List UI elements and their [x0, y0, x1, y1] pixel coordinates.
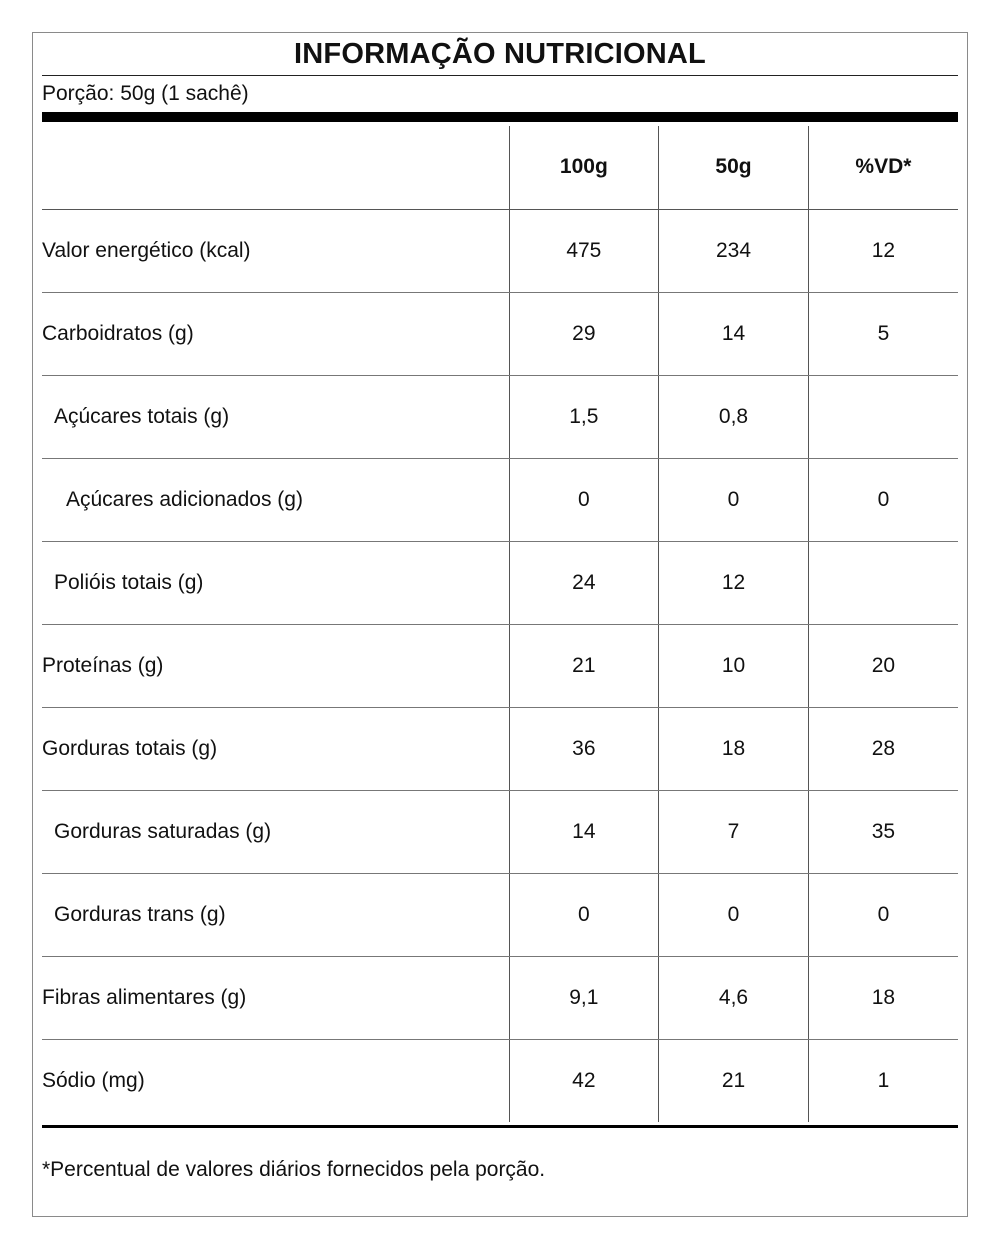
header-nutrient — [42, 126, 509, 209]
value-100g: 29 — [509, 292, 659, 375]
value-50g: 10 — [659, 624, 809, 707]
value-50g: 0 — [659, 458, 809, 541]
value-vd: 18 — [808, 956, 958, 1039]
nutrient-name: Polióis totais (g) — [42, 541, 509, 624]
value-50g: 0 — [659, 873, 809, 956]
value-100g: 14 — [509, 790, 659, 873]
value-100g: 24 — [509, 541, 659, 624]
value-50g: 7 — [659, 790, 809, 873]
thick-divider — [42, 112, 958, 122]
value-100g: 36 — [509, 707, 659, 790]
value-50g: 0,8 — [659, 375, 809, 458]
table-row — [42, 624, 958, 707]
value-vd: 20 — [808, 624, 958, 707]
table-title: INFORMAÇÃO NUTRICIONAL — [294, 38, 706, 70]
title-divider — [42, 75, 958, 76]
value-vd: 0 — [808, 458, 958, 541]
nutrient-name: Carboidratos (g) — [42, 292, 509, 375]
table-row — [42, 209, 958, 292]
nutrient-name: Açúcares adicionados (g) — [42, 458, 509, 541]
nutrient-name: Proteínas (g) — [42, 624, 509, 707]
header-vd: %VD* — [808, 126, 958, 209]
value-vd: 12 — [808, 209, 958, 292]
nutrient-name: Açúcares totais (g) — [42, 375, 509, 458]
nutrient-name: Valor energético (kcal) — [42, 209, 509, 292]
value-50g: 18 — [659, 707, 809, 790]
value-vd: 0 — [808, 873, 958, 956]
value-vd: 35 — [808, 790, 958, 873]
nutrient-name: Gorduras totais (g) — [42, 707, 509, 790]
value-100g: 0 — [509, 873, 659, 956]
footnote: *Percentual de valores diários fornecidos pela porção. — [42, 1158, 546, 1181]
header-100g: 100g — [509, 126, 659, 209]
nutrient-name: Gorduras saturadas (g) — [42, 790, 509, 873]
table-row — [42, 1039, 958, 1122]
value-vd — [808, 375, 958, 458]
value-100g: 475 — [509, 209, 659, 292]
value-vd — [808, 541, 958, 624]
value-100g: 42 — [509, 1039, 659, 1122]
value-50g: 4,6 — [659, 956, 809, 1039]
header-50g: 50g — [659, 126, 809, 209]
value-100g: 0 — [509, 458, 659, 541]
value-100g: 1,5 — [509, 375, 659, 458]
value-100g: 21 — [509, 624, 659, 707]
value-vd: 5 — [808, 292, 958, 375]
value-vd: 28 — [808, 707, 958, 790]
value-50g: 14 — [659, 292, 809, 375]
nutrition-table — [42, 126, 958, 1122]
table-row — [42, 956, 958, 1039]
nutrient-name: Fibras alimentares (g) — [42, 956, 509, 1039]
value-vd: 1 — [808, 1039, 958, 1122]
table-row — [42, 292, 958, 375]
table-row — [42, 375, 958, 458]
table-row — [42, 541, 958, 624]
table-row — [42, 790, 958, 873]
nutrient-name: Gorduras trans (g) — [42, 873, 509, 956]
table-row — [42, 873, 958, 956]
bottom-divider — [42, 1125, 958, 1128]
value-50g: 21 — [659, 1039, 809, 1122]
value-100g: 9,1 — [509, 956, 659, 1039]
header-row — [42, 126, 958, 209]
table-row — [42, 707, 958, 790]
nutrient-name: Sódio (mg) — [42, 1068, 145, 1092]
table-row — [42, 458, 958, 541]
portion-size: Porção: 50g (1 sachê) — [42, 82, 249, 105]
value-50g: 12 — [659, 541, 809, 624]
value-50g: 234 — [659, 209, 809, 292]
